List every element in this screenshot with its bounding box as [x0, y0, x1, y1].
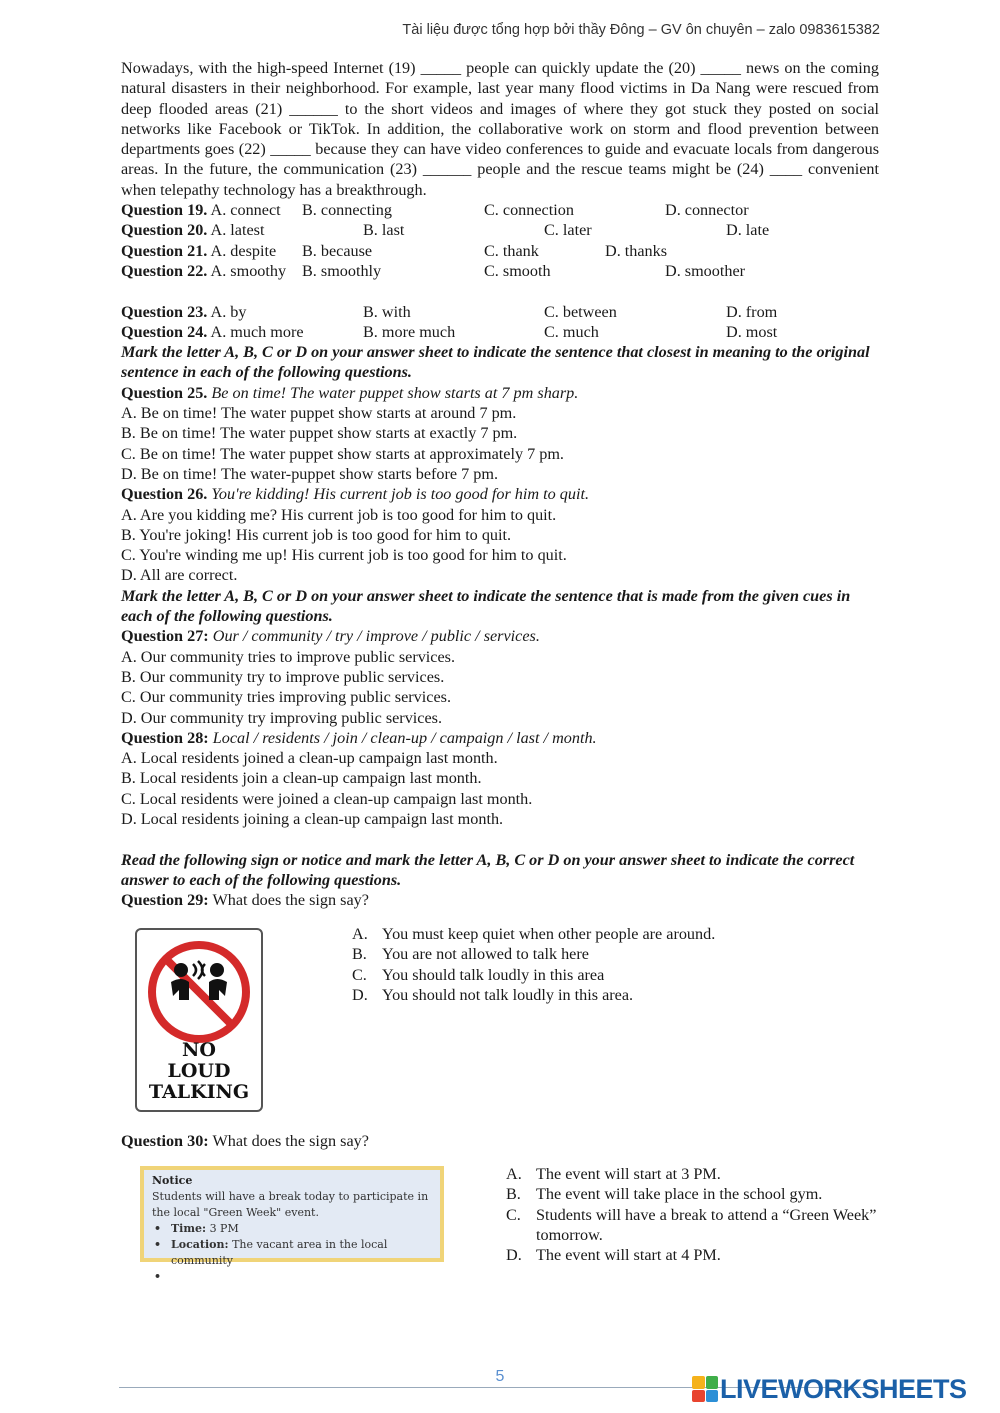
option-d[interactable]: D. from [726, 302, 778, 321]
instruction-given-cues: Mark the letter A, B, C or D on your answer sheet to indicate the sentence that is made from the given cues in each of the following questions. [121, 586, 851, 626]
option-a[interactable]: A. You must keep quiet when other people are around. [352, 925, 716, 943]
option-d[interactable]: D. Local residents joining a clean-up campaign last month. [121, 809, 504, 828]
sign-text-line: LOUD [167, 1060, 231, 1082]
question-number: Question 21. [121, 241, 208, 260]
option-a[interactable]: A. latest [210, 221, 265, 240]
question-29-options [352, 924, 715, 1005]
notice-time: • Time: 3 PM [152, 1221, 434, 1237]
instruction-closest-meaning: Mark the letter A, B, C or D on your answer sheet to indicate the sentence that closest in meaning to the original sentence in each of the following questions. [121, 343, 870, 382]
question-30-options [506, 1164, 916, 1265]
sign-text-line: NO [182, 1039, 216, 1061]
option-d[interactable]: D. Be on time! The water-puppet show starts before 7 pm. [121, 464, 498, 483]
question-number: Question 22. [121, 261, 208, 280]
option-b[interactable]: B. with [363, 302, 411, 321]
option-c[interactable]: C. Local residents were joined a clean-up campaign last month. [121, 789, 533, 808]
question-number: Question 23. [121, 302, 208, 321]
brand-wordmark: LIVEWORKSHEETS [720, 1373, 967, 1404]
question-number: Question 19. [121, 201, 208, 220]
page-header: Tài liệu được tổng hợp bởi thầy Đông – GV ôn chuyên – zalo 0983615382 [402, 22, 880, 38]
option-a[interactable]: A. Are you kidding me? His current job is too good for him to quit. [121, 505, 557, 524]
option-c[interactable]: C. You should talk loudly in this area [352, 965, 605, 984]
option-a[interactable]: A. connect [210, 201, 281, 220]
option-c[interactable]: C. later [544, 221, 592, 240]
option-b[interactable]: B. more much [363, 322, 456, 341]
option-c[interactable]: C. connection [484, 201, 574, 220]
worksheet-content [121, 58, 879, 910]
option-b[interactable]: B. smoothly [302, 261, 382, 280]
option-a[interactable]: A. Local residents joined a clean-up campaign last month. [121, 749, 498, 768]
option-c[interactable]: C. thank [484, 241, 539, 260]
option-b[interactable]: B. last [363, 221, 405, 240]
option-d[interactable]: D. You should not talk loudly in this area. [352, 985, 634, 1004]
option-a[interactable]: A. Our community tries to improve public services. [121, 647, 456, 666]
option-a[interactable]: A. The event will start at 3 PM. [506, 1165, 721, 1183]
reading-passage: Nowadays, with the high-speed Internet (19) _____ people can quickly update the (20) _____ news on the coming natural disasters in their neighborhood. For example, last year many flood victims in Da Nang were rescued from deep flooded areas (21) ______ to the short videos and images of where they got stuck they posted on social networks like Facebook or TikTok. In addition, the collaborative work on storm and flood prevention between departments goes (22) _____ because they can have video conferences to guide and evacuate locals from dangerous areas. In the future, the communication (23) ______ people and the rescue teams might be (24) ____ convenient when telepathy technology has a breakthrough. [121, 59, 879, 199]
no-loud-talking-sign [135, 928, 263, 1112]
notice-title: Notice [152, 1174, 193, 1187]
liveworksheets-icon [692, 1376, 718, 1402]
green-week-notice [140, 1166, 444, 1267]
option-c[interactable]: C. much [544, 322, 599, 341]
instruction-sign-notice: Read the following sign or notice and mark the letter A, B, C or D on your answer sheet to indicate the correct answer to each of the following questions. [121, 850, 855, 889]
option-d[interactable]: D. thanks [605, 241, 668, 260]
notice-location: • Location: The vacant area in the local community [152, 1237, 434, 1269]
question-28-stem: Question 28: Local / residents / join / clean-up / campaign / last / month. [121, 728, 597, 747]
option-c[interactable]: C. You're winding me up! His current job is too good for him to quit. [121, 546, 567, 565]
page-number: 5 [495, 1368, 505, 1385]
question-20-row [121, 220, 879, 240]
question-number: Question 20. [121, 221, 208, 240]
no-talking-icon [137, 930, 261, 1054]
option-c[interactable]: C. between [544, 302, 617, 321]
question-26-stem: Question 26. You're kidding! His current job is too good for him to quit. [121, 485, 589, 504]
option-b[interactable]: B. You're joking! His current job is too good for him to quit. [121, 525, 512, 544]
option-d[interactable]: D. The event will start at 4 PM. [506, 1246, 721, 1265]
question-24-row [121, 322, 879, 342]
question-21-row [121, 241, 879, 261]
option-d[interactable]: D. Our community try improving public services. [121, 708, 442, 727]
notice-body: Students will have a break today to participate in the local "Green Week" event. [152, 1190, 429, 1219]
option-d[interactable]: D. most [726, 322, 778, 341]
question-29-stem: Question 29: What does the sign say? [121, 891, 369, 910]
option-b[interactable]: B. Local residents join a clean-up campaign last month. [121, 769, 482, 788]
question-23-row [121, 302, 879, 322]
question-19-row [121, 200, 879, 220]
option-a[interactable]: A. smoothy [210, 261, 287, 280]
option-d[interactable]: D. smoother [665, 261, 746, 280]
option-c[interactable]: C. smooth [484, 261, 551, 280]
option-a[interactable]: A. despite [210, 241, 277, 260]
option-c[interactable]: C. Be on time! The water puppet show starts at approximately 7 pm. [121, 444, 564, 463]
question-25-stem: Question 25. Be on time! The water puppet show starts at 7 pm sharp. [121, 383, 579, 402]
option-b[interactable]: B. The event will take place in the school gym. [506, 1185, 823, 1204]
option-b[interactable]: B. You are not allowed to talk here [352, 945, 589, 964]
question-number: Question 24. [121, 322, 208, 341]
option-a[interactable]: A. by [210, 302, 247, 321]
option-b[interactable]: B. Our community try to improve public services. [121, 667, 445, 686]
option-c[interactable]: C. Students will have a break to attend a “Green Week” tomorrow. [506, 1205, 877, 1244]
question-27-stem: Question 27: Our / community / try / improve / public / services. [121, 627, 540, 646]
question-22-row [121, 261, 879, 281]
sign-text-line: TALKING [148, 1081, 250, 1103]
option-b[interactable]: B. Be on time! The water puppet show starts at exactly 7 pm. [121, 424, 518, 443]
option-a[interactable]: A. Be on time! The water puppet show starts at around 7 pm. [121, 404, 517, 423]
liveworksheets-logo [692, 1373, 967, 1405]
option-d[interactable]: D. late [726, 221, 770, 240]
option-a[interactable]: A. much more [210, 322, 304, 341]
option-d[interactable]: D. connector [665, 201, 749, 220]
option-d[interactable]: D. All are correct. [121, 566, 238, 585]
option-c[interactable]: C. Our community tries improving public services. [121, 688, 451, 707]
option-b[interactable]: B. because [302, 241, 373, 260]
question-30-stem: Question 30: What does the sign say? [121, 1132, 369, 1150]
option-b[interactable]: B. connecting [302, 201, 392, 220]
